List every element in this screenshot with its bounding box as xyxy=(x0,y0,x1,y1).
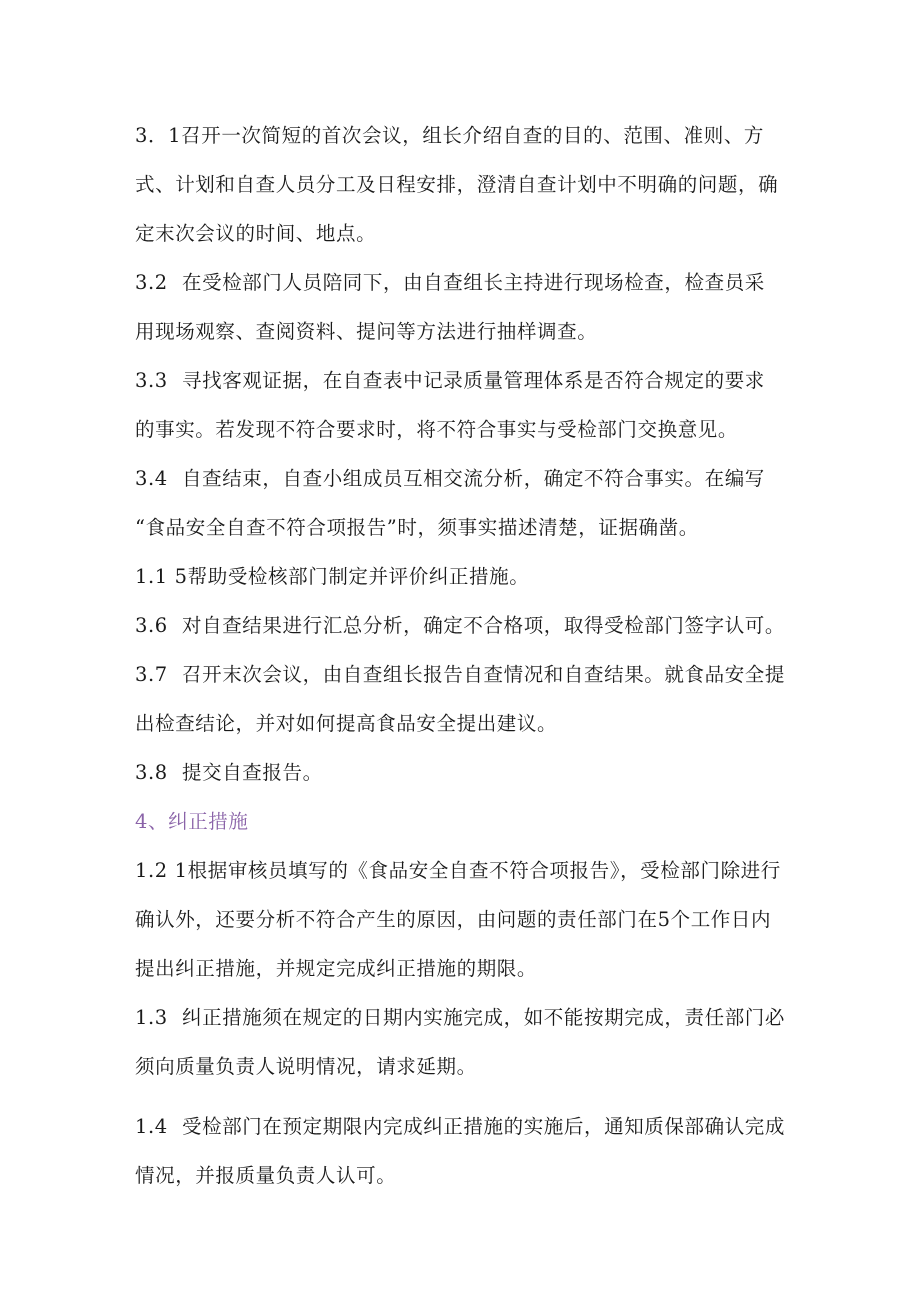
paragraph-1-2-1-line-3: 提出纠正措施，并规定完成纠正措施的期限。 xyxy=(135,957,538,980)
paragraph-3-2-line-1: 3.2 在受检部门人员陪同下，由自查组长主持进行现场检查，检查员采 xyxy=(135,271,765,294)
section-heading-corrective-actions: 4、纠正措施 xyxy=(135,810,249,833)
section-number: 3.7 xyxy=(135,663,168,686)
paragraph-3-3-line-1: 3.3 寻找客观证据，在自查表中记录质量管理体系是否符合规定的要求 xyxy=(135,369,765,392)
section-number: 3.2 xyxy=(135,271,168,294)
paragraph-3-3-line-2: 的事实。若发现不符合要求时，将不符合事实与受检部门交换意见。 xyxy=(135,418,739,441)
paragraph-3-2-line-2: 用现场观察、查阅资料、提问等方法进行抽样调查。 xyxy=(135,320,598,343)
paragraph-3-8: 3.8 提交自查报告。 xyxy=(135,761,323,784)
paragraph-1-1-5: 1.1 5帮助受检核部门制定并评价纠正措施。 xyxy=(135,565,530,588)
paragraph-1-3-line-1: 1.3 纠正措施须在规定的日期内实施完成，如不能按期完成，责任部门必 xyxy=(135,1006,786,1029)
paragraph-3-4-line-1: 3.4 自查结束，自查小组成员互相交流分析，确定不符合事实。在编写 xyxy=(135,467,765,490)
section-number: 1.4 xyxy=(135,1115,168,1138)
paragraph-1-3-line-2: 须向质量负责人说明情况，请求延期。 xyxy=(135,1055,477,1078)
paragraph-3-7-line-2: 出检查结论，并对如何提高食品安全提出建议。 xyxy=(135,712,558,735)
paragraph-1-4-line-2: 情况，并报质量负责人认可。 xyxy=(135,1164,397,1187)
paragraph-3-4-line-2: “食品安全自查不符合项报告”时，须事实描述清楚，证据确凿。 xyxy=(135,516,699,539)
section-number: 1.3 xyxy=(135,1006,168,1029)
paragraph-3-6: 3.6 对自查结果进行汇总分析，确定不合格项，取得受检部门签字认可。 xyxy=(135,614,786,637)
section-number: 3.6 xyxy=(135,614,168,637)
paragraph-3-7-line-1: 3.7 召开末次会议，由自查组长报告自查情况和自查结果。就食品安全提 xyxy=(135,663,786,686)
paragraph-1-2-1-line-1: 1.2 1根据审核员填写的《食品安全自查不符合项报告》，受检部门除进行 xyxy=(135,859,781,882)
paragraph-3-1-line-1: 3．1召开一次简短的首次会议，组长介绍自查的目的、范围、准则、方 xyxy=(135,124,765,147)
section-number: 3.4 xyxy=(135,467,168,490)
paragraph-1-4-line-1: 1.4 受检部门在预定期限内完成纠正措施的实施后，通知质保部确认完成 xyxy=(135,1115,786,1138)
paragraph-1-2-1-line-2: 确认外，还要分析不符合产生的原因，由问题的责任部门在5个工作日内 xyxy=(135,908,772,931)
section-number: 3.8 xyxy=(135,761,168,784)
paragraph-3-1-line-2: 式、计划和自查人员分工及日程安排，澄清自查计划中不明确的问题，确 xyxy=(135,173,779,196)
section-number: 3.3 xyxy=(135,369,168,392)
paragraph-3-1-line-3: 定末次会议的时间、地点。 xyxy=(135,222,377,245)
